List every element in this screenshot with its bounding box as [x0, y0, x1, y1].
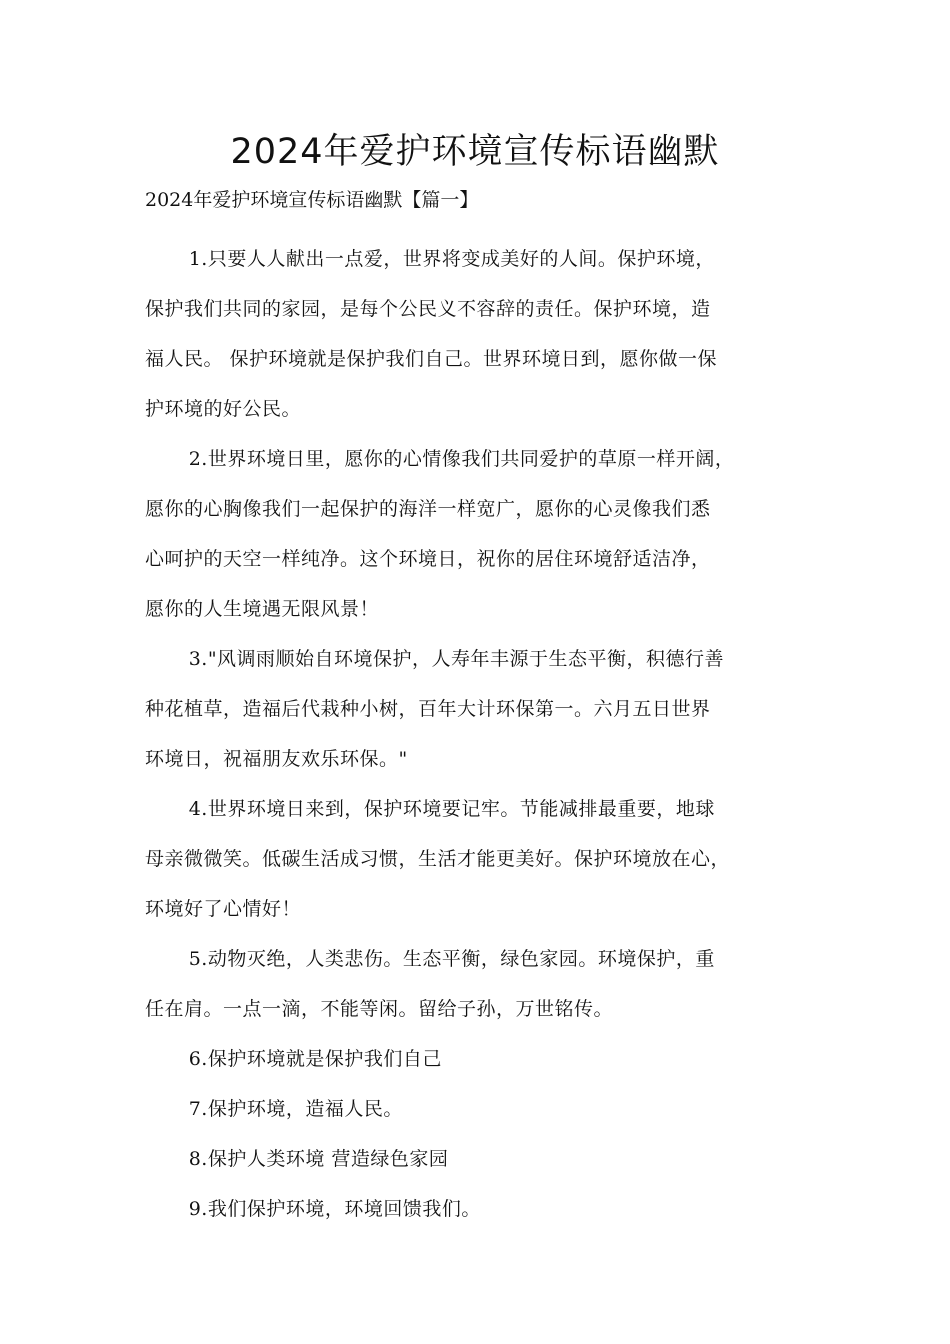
paragraph-line: 愿你的人生境遇无限风景！ — [145, 598, 380, 620]
paragraph-line: 保护我们共同的家园，是每个公民义不容辞的责任。保护环境，造 — [145, 298, 711, 320]
paragraph-line: 8.保护人类环境 营造绿色家园 — [188, 1148, 449, 1170]
paragraph — [145, 1184, 815, 1234]
paragraph — [145, 434, 815, 634]
paragraph-line: 7.保护环境，造福人民。 — [188, 1098, 403, 1120]
paragraph-line: 心呵护的天空一样纯净。这个环境日，祝你的居住环境舒适洁净， — [145, 548, 711, 570]
paragraph-line: 6.保护环境就是保护我们自己 — [188, 1048, 442, 1070]
paragraph — [145, 784, 815, 934]
paragraph — [145, 634, 815, 784]
paragraph-line: 护环境的好公民。 — [145, 398, 302, 420]
paragraph-line: 任在肩。一点一滴，不能等闲。留给子孙，万世铭传。 — [145, 998, 614, 1020]
paragraph-line: 环境好了心情好！ — [145, 898, 302, 920]
paragraph-line: 2.世界环境日里，愿你的心情像我们共同爱护的草原一样开阔， — [188, 448, 735, 470]
paragraph — [145, 1034, 815, 1084]
paragraph — [145, 1134, 815, 1184]
paragraph-line: 3."风调雨顺始自环境保护，人寿年丰源于生态平衡，积德行善 — [188, 648, 725, 670]
paragraph — [145, 234, 815, 434]
paragraph-line: 4.世界环境日来到，保护环境要记牢。节能减排最重要，地球 — [188, 798, 715, 820]
paragraph-line: 种花植草，造福后代栽种小树，百年大计环保第一。六月五日世界 — [145, 698, 711, 720]
document-body — [145, 234, 815, 1234]
paragraph-line: 福人民。 保护环境就是保护我们自己。世界环境日到，愿你做一保 — [145, 348, 718, 370]
paragraph-line: 环境日，祝福朋友欢乐环保。" — [145, 748, 408, 770]
paragraph-line: 母亲微微笑。低碳生活成习惯，生活才能更美好。保护环境放在心， — [145, 848, 731, 870]
section-subtitle: 2024年爱护环境宣传标语幽默【篇一】 — [145, 189, 479, 211]
paragraph-line: 愿你的心胸像我们一起保护的海洋一样宽广，愿你的心灵像我们悉 — [145, 498, 711, 520]
paragraph-line: 1.只要人人献出一点爱，世界将变成美好的人间。保护环境， — [188, 248, 715, 270]
paragraph — [145, 1084, 815, 1134]
paragraph-line: 5.动物灭绝，人类悲伤。生态平衡，绿色家园。环境保护，重 — [188, 948, 715, 970]
paragraph — [145, 934, 815, 1034]
paragraph-line: 9.我们保护环境，环境回馈我们。 — [188, 1198, 481, 1220]
page-title: 2024年爱护环境宣传标语幽默 — [230, 132, 720, 172]
